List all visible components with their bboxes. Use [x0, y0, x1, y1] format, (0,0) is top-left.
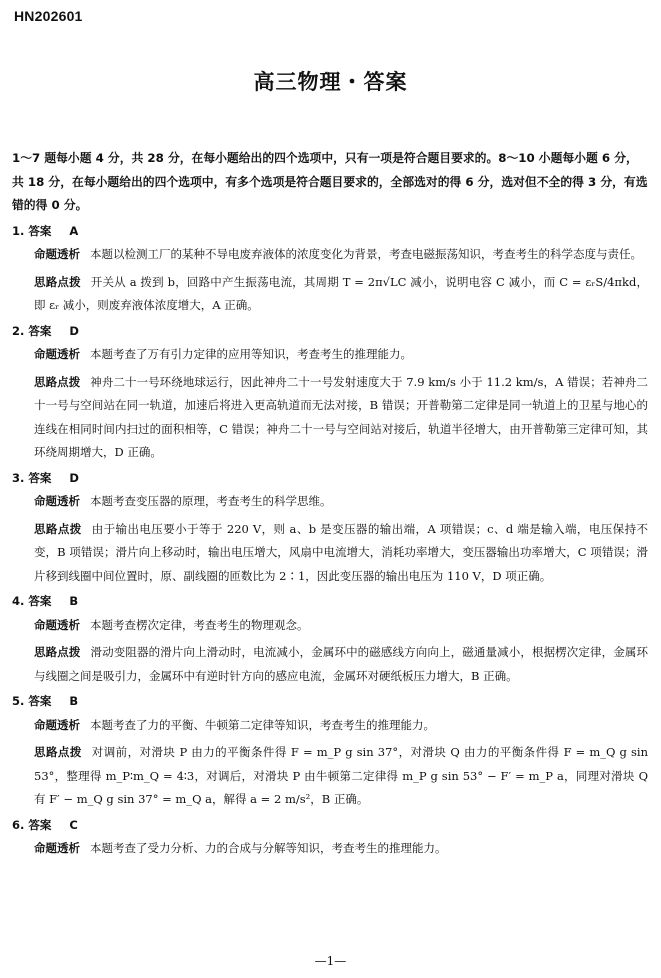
answer-letter: D	[69, 470, 79, 485]
question-1-header	[12, 220, 648, 244]
hint-label: 思路点拨	[34, 645, 81, 659]
answer-word: 答案	[28, 594, 52, 608]
question-number: 1.	[12, 223, 25, 238]
answer-word: 答案	[28, 223, 52, 238]
answer-content	[12, 147, 648, 861]
analysis-label: 命题透析	[34, 617, 80, 632]
analysis-label: 命题透析	[34, 717, 80, 732]
page-title: 高三物理・答案	[253, 70, 408, 94]
question-4-analysis	[12, 614, 648, 638]
hint-label: 思路点拨	[34, 745, 82, 759]
page-number: —1—	[314, 954, 347, 968]
question-2-header	[12, 320, 648, 344]
question-number: 6.	[12, 817, 25, 832]
analysis-text: 本题考查了受力分析、力的合成与分解等知识，考查考生的推理能力。	[90, 841, 447, 855]
analysis-text: 本题考查楞次定律，考查考生的物理观念。	[90, 617, 309, 632]
hint-label: 思路点拨	[34, 521, 82, 536]
hint-text: 神舟二十一号环绕地球运行，因此神舟二十一号发射速度大于 7.9 km/s 小于 11.2 km/s，A 错误；若神舟二十一号与空间站在同一轨道，加速后将进入更高轨道而无法对接，B 错误；开普勒第二定律是同一轨道上的卫星与地心的连线在相同时间内扫过的面积相等，C 错误；神舟二十一号与空间站对接后，轨道半径增大，由开普勒第三定律可知，其环绕周期增大，D 正确。	[34, 374, 648, 459]
question-1-hint	[12, 271, 648, 318]
analysis-text: 本题以检测工厂的某种不导电废弃液体的浓度变化为背景，考查电磁振荡知识，考查考生的科学态度与责任。	[90, 247, 642, 261]
question-4-header	[12, 590, 648, 614]
question-5-analysis	[12, 714, 648, 738]
question-number: 2.	[12, 323, 25, 338]
question-number: 5.	[12, 694, 25, 708]
question-5-hint	[12, 741, 648, 812]
answer-letter: B	[69, 694, 79, 708]
hint-text: 滑动变阻器的滑片向上滑动时，电流减小，金属环中的磁感线方向向上，磁通量减小，根据楞次定律，金属环与线圈之间是吸引力，金属环中有逆时针方向的感应电流，金属环对硬纸板压力增大，B 正确。	[34, 645, 649, 683]
question-1-analysis	[12, 243, 648, 267]
analysis-text: 本题考查了力的平衡、牛顿第二定律等知识，考查考生的推理能力。	[90, 717, 435, 732]
analysis-label: 命题透析	[34, 247, 80, 261]
hint-text: 开关从 a 拨到 b，回路中产生振荡电流，其周期 T = 2π√LC 减小，说明电容 C 减小，而 C = εᵣS/4πkd，即 εᵣ 减小，则废弃液体浓度增大，A 正确。	[34, 274, 648, 312]
answer-letter: D	[69, 323, 79, 338]
question-6-header	[12, 814, 648, 838]
analysis-text: 本题考查了万有引力定律的应用等知识，考查考生的推理能力。	[90, 347, 412, 361]
question-2-hint	[12, 371, 648, 465]
answer-word: 答案	[28, 694, 52, 708]
hint-label: 思路点拨	[34, 274, 81, 289]
document-code: HN202601	[14, 8, 83, 24]
answer-word: 答案	[28, 817, 52, 832]
answer-word: 答案	[28, 323, 52, 338]
question-4-hint	[12, 641, 648, 688]
question-2-analysis	[12, 343, 648, 367]
answer-letter: A	[69, 223, 79, 238]
question-3-analysis	[12, 490, 648, 514]
hint-text: 对调前，对滑块 P 由力的平衡条件得 F = m_P g sin 37°，对滑块 Q 由力的平衡条件得 F = m_Q g sin 53°，整理得 m_P∶m_Q = 4∶3，对调后，对滑块 P 由牛顿第二定律得 m_P g sin 53° − F′ = m_P a，同理对滑块 Q 有 F′ − m_Q g sin 37° = m_Q a，解得 a = 2 m/s²，B 正确。	[34, 745, 649, 806]
analysis-label: 命题透析	[34, 494, 80, 508]
analysis-label: 命题透析	[34, 841, 80, 855]
analysis-text: 本题考查变压器的原理，考查考生的科学思维。	[90, 494, 332, 508]
scoring-instructions: 1～7 题每小题 4 分，共 28 分，在每小题给出的四个选项中，只有一项是符合题目要求的。8～10 小题每小题 6 分，共 18 分，在每小题给出的四个选项中，有多个选项是符合题目要求的，全部选对的得 6 分，选对但不全的得 3 分，有选错的得 0 分。	[12, 151, 648, 212]
hint-text: 由于输出电压要小于等于 220 V，则 a、b 是变压器的输出端，A 项错误；c、d 端是输入端，电压保持不变，B 项错误；滑片向上移动时，输出电压增大，风扇中电流增大，消耗功率增大，变压器输出功率增大，C 项错误；滑片移到线圈中间位置时，原、副线圈的匝数比为 2∶1，因此变压器的输出电压为 110 V，D 项正确。	[34, 521, 649, 583]
answer-word: 答案	[28, 470, 52, 485]
question-5-header	[12, 690, 648, 714]
question-3-hint	[12, 518, 648, 589]
question-number: 4.	[12, 594, 25, 608]
question-6-analysis	[12, 837, 648, 861]
question-3-header	[12, 467, 648, 491]
answer-letter: C	[69, 817, 78, 832]
hint-label: 思路点拨	[34, 374, 81, 389]
analysis-label: 命题透析	[34, 347, 80, 361]
question-number: 3.	[12, 470, 25, 485]
answer-letter: B	[69, 594, 79, 608]
